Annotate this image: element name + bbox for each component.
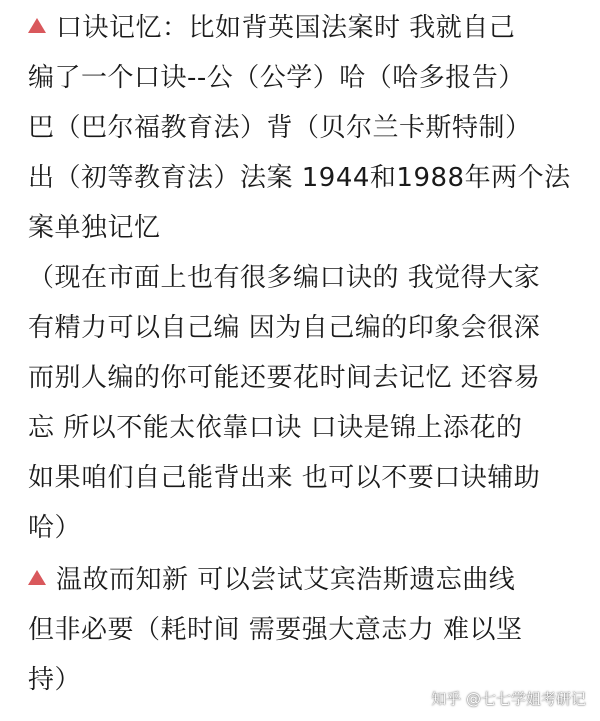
red-triangle-bullet-icon: [28, 18, 46, 33]
text-line-6: （现在市面上也有很多编口诀的 我觉得大家: [28, 263, 541, 293]
zhihu-watermark: 知乎 @七七学姐考研记: [431, 690, 586, 708]
text-line-11: 哈）: [28, 513, 82, 543]
text-line-1: [28, 10, 588, 46]
text-line-12: [28, 562, 588, 598]
text-line-3: 巴（巴尔福教育法）背（贝尔兰卡斯特制）: [28, 113, 532, 143]
text-line-8: 而别人编的你可能还要花时间去记忆 还容易: [28, 363, 541, 393]
text-line-2: 编了一个口诀--公（公学）哈（哈多报告）: [28, 63, 525, 93]
text-line-12-content: 温故而知新 可以尝试艾宾浩斯遗忘曲线: [56, 565, 516, 595]
text-line-10: 如果咱们自己能背出来 也可以不要口诀辅助: [28, 463, 541, 493]
text-line-7: 有精力可以自己编 因为自己编的印象会很深: [28, 313, 541, 343]
text-line-13: 但非必要（耗时间 需要强大意志力 难以坚: [28, 615, 523, 645]
text-line-1-content: 口诀记忆：比如背英国法案时 我就自己: [56, 13, 516, 43]
text-line-14: 持）: [28, 665, 82, 695]
text-line-9: 忘 所以不能太依靠口诀 口诀是锦上添花的: [28, 413, 523, 443]
text-line-5: 案单独记忆: [28, 213, 161, 243]
red-triangle-bullet-icon: [28, 570, 46, 585]
text-line-4: 出（初等教育法）法案 1944和1988年两个法: [28, 163, 571, 193]
